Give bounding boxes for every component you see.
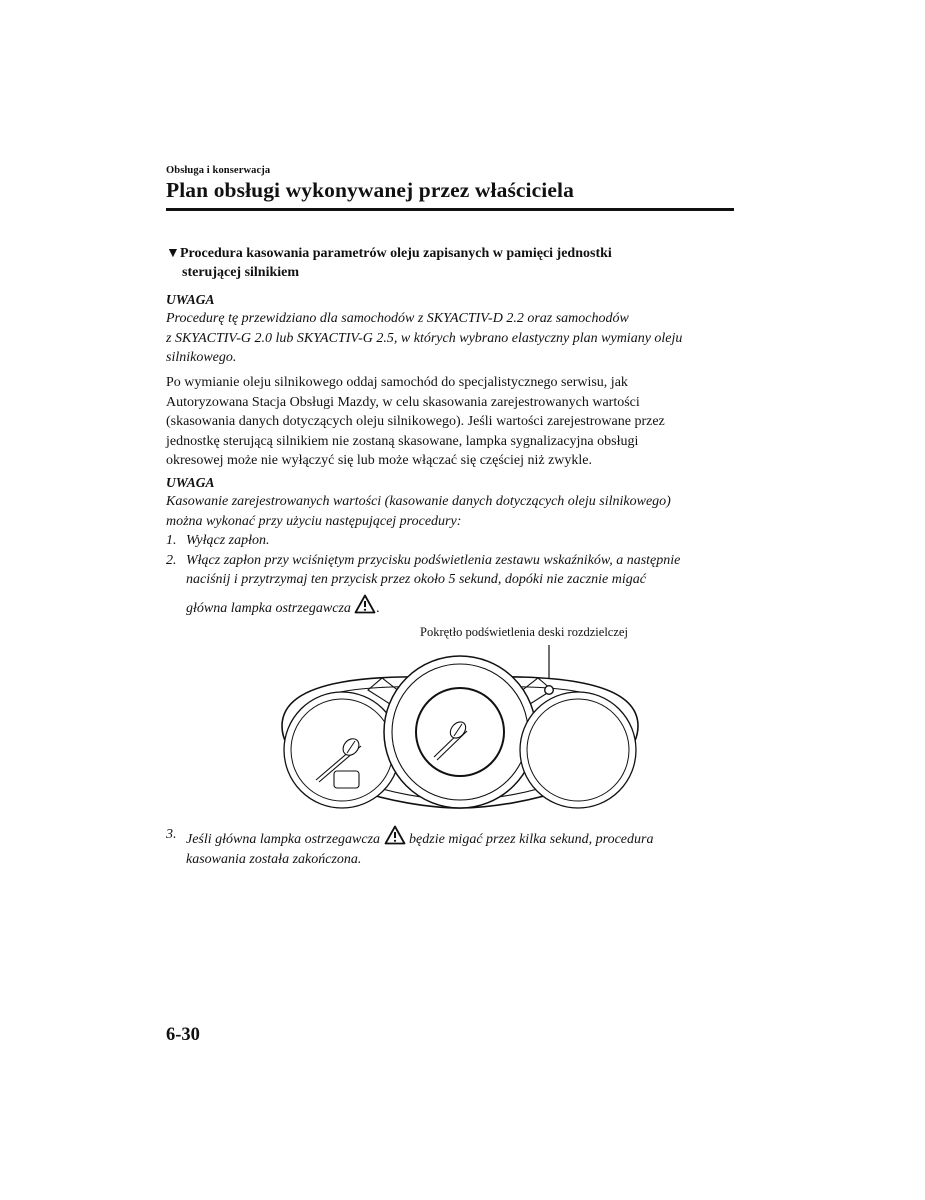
procedure-step: [166, 825, 736, 850]
note-label: UWAGA: [166, 475, 215, 490]
subheading: [166, 244, 696, 282]
page-number: 6-30: [166, 1025, 200, 1045]
dash-illumination-knob: [545, 686, 554, 695]
procedure-step-continued: [166, 850, 736, 870]
warning-triangle-icon: [384, 825, 406, 845]
figure-callout-label: Pokrętło podświetlenia deski rozdzielczej: [420, 625, 628, 639]
step-text: będzie migać przez kilka sekund, procedura: [409, 832, 654, 847]
step-text: kasowania została zakończona.: [186, 851, 362, 867]
section-header: Obsługa i konserwacja: [166, 165, 271, 176]
step-text: Wyłącz zapłon.: [186, 533, 270, 548]
paragraph-line: (skasowania danych dotyczących oleju silnikowego). Jeśli wartości zarejestrowane przez: [166, 414, 665, 429]
title-divider: [166, 208, 734, 211]
paragraph-line: Autoryzowana Stacja Obsługi Mazdy, w celu skasowania zarejestrowanych wartości: [166, 394, 640, 410]
step-text: Jeśli główna lampka ostrzegawcza: [186, 832, 381, 847]
paragraph-line: okresowej może nie wyłączyć się lub może włączać się częściej niż zwykle.: [166, 453, 593, 468]
body-paragraph: [166, 373, 736, 471]
down-triangle-icon: ▼: [166, 246, 180, 261]
instrument-cluster-illustration: [270, 640, 650, 815]
note-line: Kasowanie zarejestrowanych wartości (kasowanie danych dotyczących oleju silnikowego): [166, 494, 671, 509]
step-number: 2.: [166, 552, 177, 568]
subheading-line-2: sterującej silnikiem: [182, 265, 300, 280]
note-procedure: [166, 492, 736, 618]
note-line: z SKYACTIV-G 2.0 lub SKYACTIV-G 2.5, w których wybrano elastyczny plan wymiany oleju: [166, 330, 683, 346]
note-line: silnikowego.: [166, 350, 237, 365]
procedure-step-continued: [166, 570, 736, 590]
procedure-step-continued: [166, 594, 736, 619]
note-line: Procedurę tę przewidziano dla samochodów z SKYACTIV-D 2.2 oraz samochodów: [166, 311, 629, 326]
step-text-tail: .: [376, 600, 380, 616]
step-text: główna lampka ostrzegawcza: [186, 600, 351, 616]
warning-triangle-icon: [354, 594, 376, 614]
procedure-step: [166, 551, 736, 571]
procedure-step: [166, 531, 736, 551]
note-label: UWAGA: [166, 292, 215, 307]
paragraph-line: jednostkę sterującą silnikiem nie zostaną skasowane, lampka sygnalizacyjna obsługi: [166, 433, 639, 449]
subheading-line-1: Procedura kasowania parametrów oleju zapisanych w pamięci jednostki: [180, 246, 612, 261]
note-text: [166, 309, 736, 368]
page-title: Plan obsługi wykonywanej przez właściciela: [166, 178, 574, 202]
step-number: 1.: [166, 533, 177, 548]
step-text: naciśnij i przytrzymaj ten przycisk przez około 5 sekund, dopóki nie zacznie migać: [186, 572, 646, 587]
step-number: 3.: [166, 827, 177, 842]
right-gauge: [520, 692, 636, 808]
note-line: można wykonać przy użyciu następującej procedury:: [166, 513, 462, 529]
info-display: [334, 771, 359, 788]
left-gauge: [284, 692, 400, 808]
procedure-step-3: [166, 825, 736, 869]
step-text: Włącz zapłon przy wciśniętym przycisku podświetlenia zestawu wskaźników, a następnie: [186, 552, 681, 568]
paragraph-line: Po wymianie oleju silnikowego oddaj samochód do specjalistycznego serwisu, jak: [166, 375, 628, 390]
